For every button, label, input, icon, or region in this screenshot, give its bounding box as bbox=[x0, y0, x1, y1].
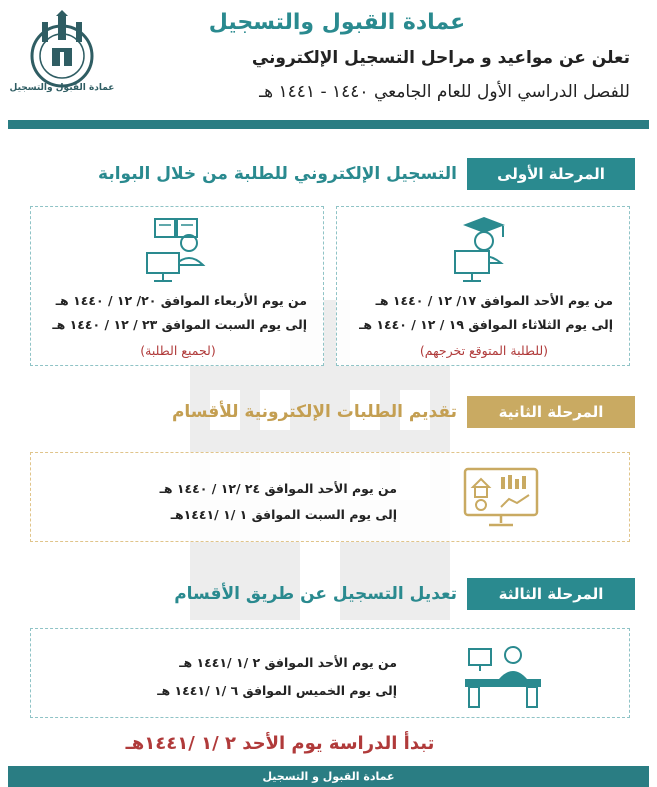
phase1-graduates-box bbox=[336, 206, 630, 366]
monitor-dashboard-icon bbox=[461, 467, 541, 529]
phase1-graduates-start: من يوم الأحد الموافق ١٧/ ١٢ / ١٤٤٠ هـ bbox=[375, 293, 613, 308]
phase3-label: المرحلة الثالثة bbox=[467, 578, 635, 610]
student-at-computer-icon bbox=[141, 215, 215, 285]
phase2-start: من يوم الأحد الموافق ٢٤ /١٢ / ١٤٤٠ هـ bbox=[159, 481, 397, 496]
announcement-subtitle: تعلن عن مواعيد و مراحل التسجيل الإلكتروني bbox=[251, 48, 630, 68]
page-title: عمادة القبول والتسجيل bbox=[208, 10, 466, 35]
phase2-box bbox=[30, 452, 630, 542]
university-seal-icon bbox=[20, 10, 104, 94]
logo-caption: عمادة القبول والتسجيل bbox=[9, 83, 115, 93]
phase1-all-students-box bbox=[30, 206, 324, 366]
phase3-title: تعديل التسجيل عن طريق الأقسام bbox=[174, 584, 457, 604]
phase1-title: التسجيل الإلكتروني للطلبة من خلال البوابة bbox=[98, 164, 457, 184]
graduate-at-computer-icon bbox=[447, 215, 521, 285]
phase3-end: إلى يوم الخميس الموافق ٦ /١ /١٤٤١ هـ bbox=[157, 683, 397, 698]
phase3-box bbox=[30, 628, 630, 718]
phase1-all-note: (لجميع الطلبة) bbox=[140, 343, 216, 358]
phase1-all-start: من يوم الأربعاء الموافق ٢٠/ ١٢ / ١٤٤٠ هـ bbox=[55, 293, 307, 308]
study-start-note: تبدأ الدراسة يوم الأحد ٢ /١ /١٤٤١هـ bbox=[125, 733, 435, 754]
header-divider bbox=[8, 120, 649, 129]
phase1-all-end: إلى يوم السبت الموافق ٢٣ / ١٢ / ١٤٤٠ هـ bbox=[52, 317, 307, 332]
semester-subtitle: للفصل الدراسي الأول للعام الجامعي ١٤٤٠ - ١٤٤١ هـ bbox=[259, 82, 630, 102]
phase2-end: إلى يوم السبت الموافق ١ /١ /١٤٤١هـ bbox=[170, 507, 397, 522]
footer-bar: عمادة القبول و التسجيل bbox=[8, 766, 649, 787]
phase1-label: المرحلة الأولى bbox=[467, 158, 635, 190]
phase1-graduates-note: (للطلبة المتوقع تخرجهم) bbox=[419, 343, 549, 358]
phase1-graduates-end: إلى يوم الثلاثاء الموافق ١٩ / ١٢ / ١٤٤٠ هـ bbox=[359, 317, 613, 332]
phase2-title: تقديم الطلبات الإلكترونية للأقسام bbox=[171, 402, 457, 422]
phase3-start: من يوم الأحد الموافق ٢ /١ /١٤٤١ هـ bbox=[179, 655, 397, 670]
clerk-at-desk-icon bbox=[463, 639, 543, 709]
phase2-label: المرحلة الثانية bbox=[467, 396, 635, 428]
